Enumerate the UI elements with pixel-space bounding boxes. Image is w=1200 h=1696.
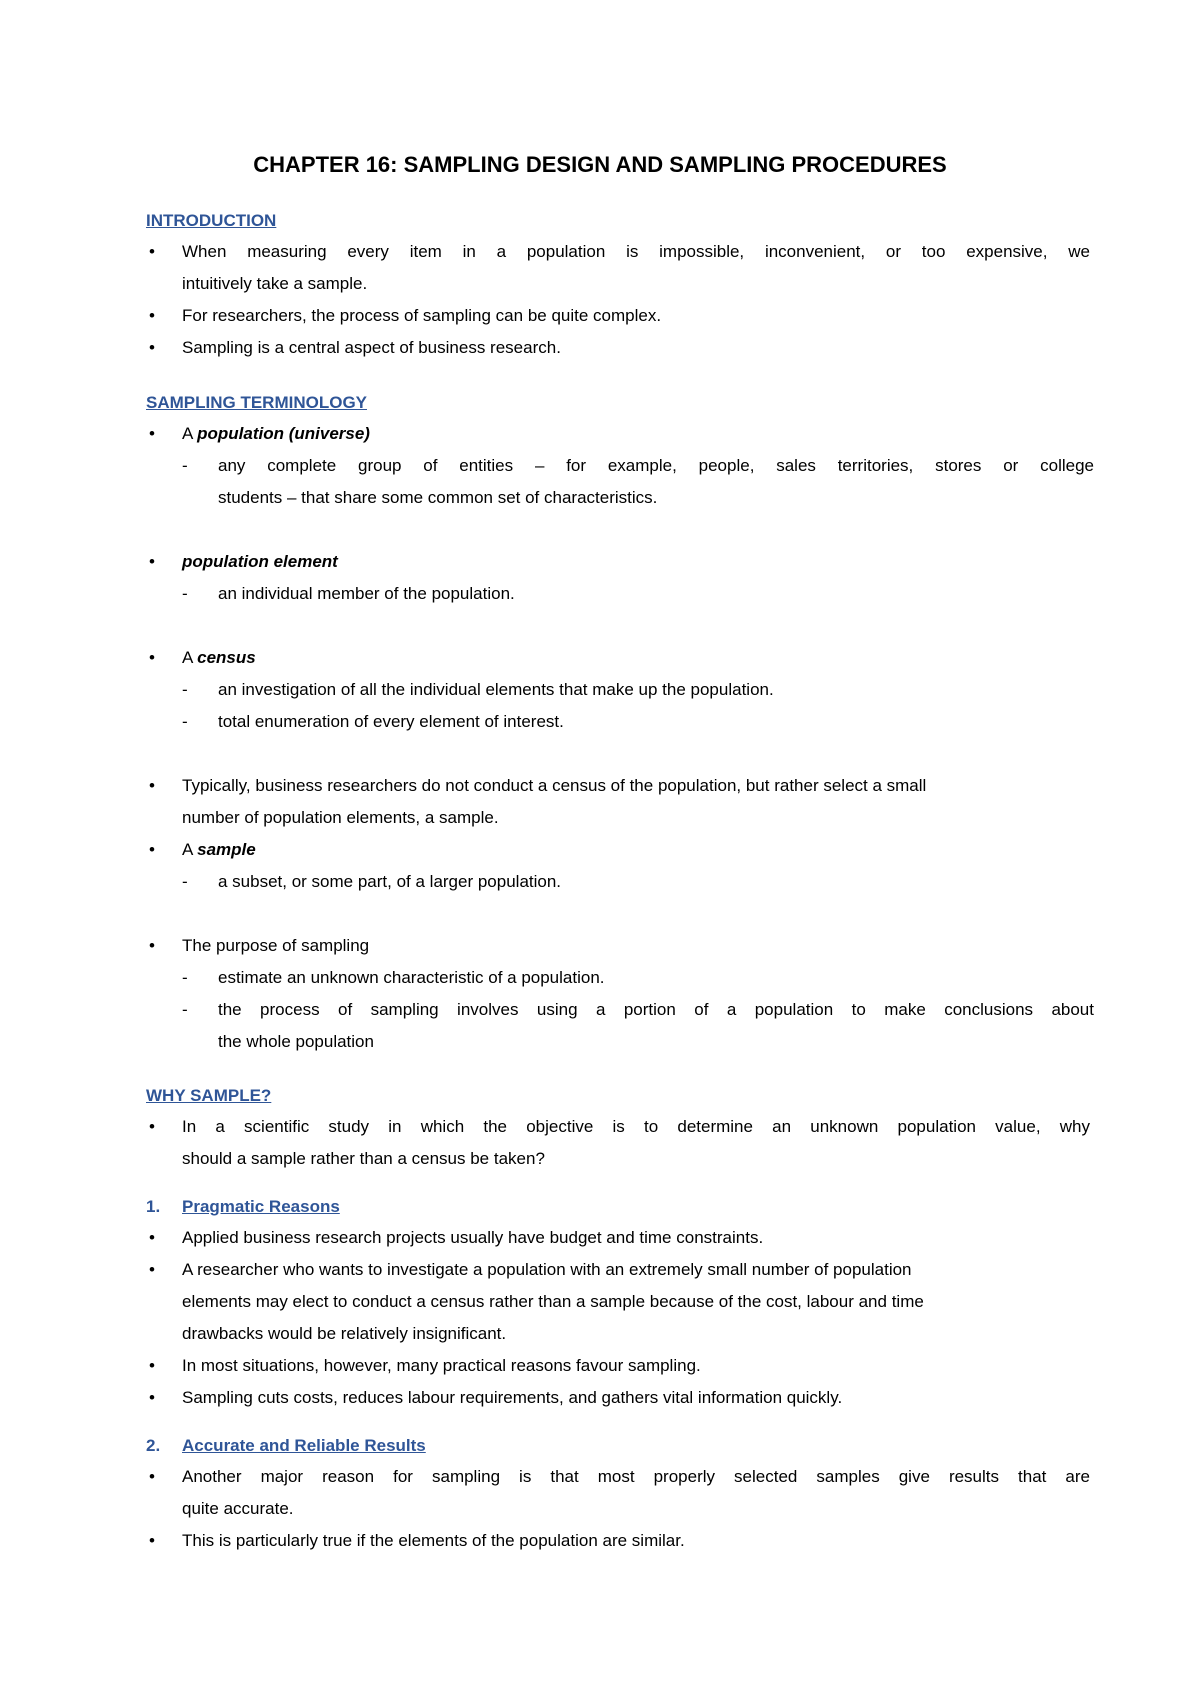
pragmatic-bullet-4: Sampling cuts costs, reduces labour requirements, and gathers vital information quickly. [182, 1388, 843, 1407]
bullet-icon: • [149, 840, 155, 859]
purpose-def-2-line-2: the whole population [218, 1032, 374, 1051]
bullet-icon: • [149, 1260, 155, 1279]
term-census-def-2: total enumeration of every element of interest. [218, 712, 564, 731]
accurate-bullet-2: This is particularly true if the elements of the population are similar. [182, 1531, 685, 1550]
bullet-icon: • [149, 1388, 155, 1407]
intro-bullet-2: For researchers, the process of sampling can be quite complex. [182, 306, 662, 325]
section-heading-introduction: INTRODUCTION [146, 211, 277, 230]
pragmatic-bullet-2-line-2: elements may elect to conduct a census rather than a sample because of the cost, labour and time [182, 1292, 924, 1311]
intro-bullet-1-line-1: When measuring every item in a population is impossible, inconvenient, or too expensive, we [182, 242, 1090, 261]
term-population-def-line-2: students – that share some common set of characteristics. [218, 488, 658, 507]
bullet-icon: • [149, 1356, 155, 1375]
pragmatic-bullet-2-line-3: drawbacks would be relatively insignificant. [182, 1324, 507, 1343]
page-title: CHAPTER 16: SAMPLING DESIGN AND SAMPLING PROCEDURES [253, 152, 947, 177]
term-prefix: A [182, 648, 198, 667]
term-prefix: A [182, 840, 198, 859]
dash-icon: - [182, 1000, 188, 1019]
subheading-accurate-results: Accurate and Reliable Results [182, 1436, 426, 1455]
dash-icon: - [182, 872, 188, 891]
subheading-pragmatic-reasons: Pragmatic Reasons [182, 1197, 340, 1216]
section-heading-why-sample: WHY SAMPLE? [146, 1086, 272, 1105]
term-population-label: population (universe) [197, 424, 370, 443]
purpose-def-2-line-1: the process of sampling involves using a portion of a population to make conclusions about [218, 1000, 1094, 1019]
accurate-bullet-1-line-1: Another major reason for sampling is that most properly selected samples give results that are [182, 1467, 1090, 1486]
accurate-bullet-1-line-2: quite accurate. [182, 1499, 294, 1518]
bullet-icon: • [149, 1117, 155, 1136]
term-census [182, 646, 256, 670]
list-number: 2. [146, 1436, 161, 1455]
bullet-icon: • [149, 338, 155, 357]
bullet-icon: • [149, 424, 155, 443]
term-population-element: population element [182, 552, 338, 571]
bullet-icon: • [149, 776, 155, 795]
term-sample [182, 838, 256, 862]
dash-icon: - [182, 712, 188, 731]
term-census-def-1: an investigation of all the individual elements that make up the population. [218, 680, 774, 699]
dash-icon: - [182, 680, 188, 699]
dash-icon: - [182, 456, 188, 475]
typically-line-1: Typically, business researchers do not conduct a census of the population, but rather select a small [182, 776, 927, 795]
intro-bullet-3: Sampling is a central aspect of business research. [182, 338, 561, 357]
dash-icon: - [182, 968, 188, 987]
pragmatic-bullet-3: In most situations, however, many practical reasons favour sampling. [182, 1356, 701, 1375]
typically-line-2: number of population elements, a sample. [182, 808, 499, 827]
bullet-icon: • [149, 552, 155, 571]
why-bullet-1-line-1: In a scientific study in which the objective is to determine an unknown population value, why [182, 1117, 1090, 1136]
term-population-element-def: an individual member of the population. [218, 584, 515, 603]
term-prefix: A [182, 424, 198, 443]
dash-icon: - [182, 584, 188, 603]
bullet-icon: • [149, 1467, 155, 1486]
term-population-def-line-1: any complete group of entities – for example, people, sales territories, stores or college [218, 456, 1094, 475]
purpose-def-1: estimate an unknown characteristic of a population. [218, 968, 605, 987]
bullet-icon: • [149, 936, 155, 955]
bullet-icon: • [149, 1531, 155, 1550]
intro-bullet-1-line-2: intuitively take a sample. [182, 274, 368, 293]
term-sample-label: sample [197, 840, 256, 859]
section-heading-terminology: SAMPLING TERMINOLOGY [146, 393, 367, 412]
bullet-icon: • [149, 648, 155, 667]
term-census-label: census [197, 648, 256, 667]
term-sample-def: a subset, or some part, of a larger population. [218, 872, 562, 891]
bullet-icon: • [149, 242, 155, 261]
why-bullet-1-line-2: should a sample rather than a census be taken? [182, 1149, 545, 1168]
bullet-icon: • [149, 1228, 155, 1247]
list-number: 1. [146, 1197, 161, 1216]
purpose-of-sampling: The purpose of sampling [182, 936, 370, 955]
term-population [182, 422, 370, 446]
pragmatic-bullet-1: Applied business research projects usually have budget and time constraints. [182, 1228, 764, 1247]
bullet-icon: • [149, 306, 155, 325]
pragmatic-bullet-2-line-1: A researcher who wants to investigate a population with an extremely small number of population [182, 1260, 912, 1279]
